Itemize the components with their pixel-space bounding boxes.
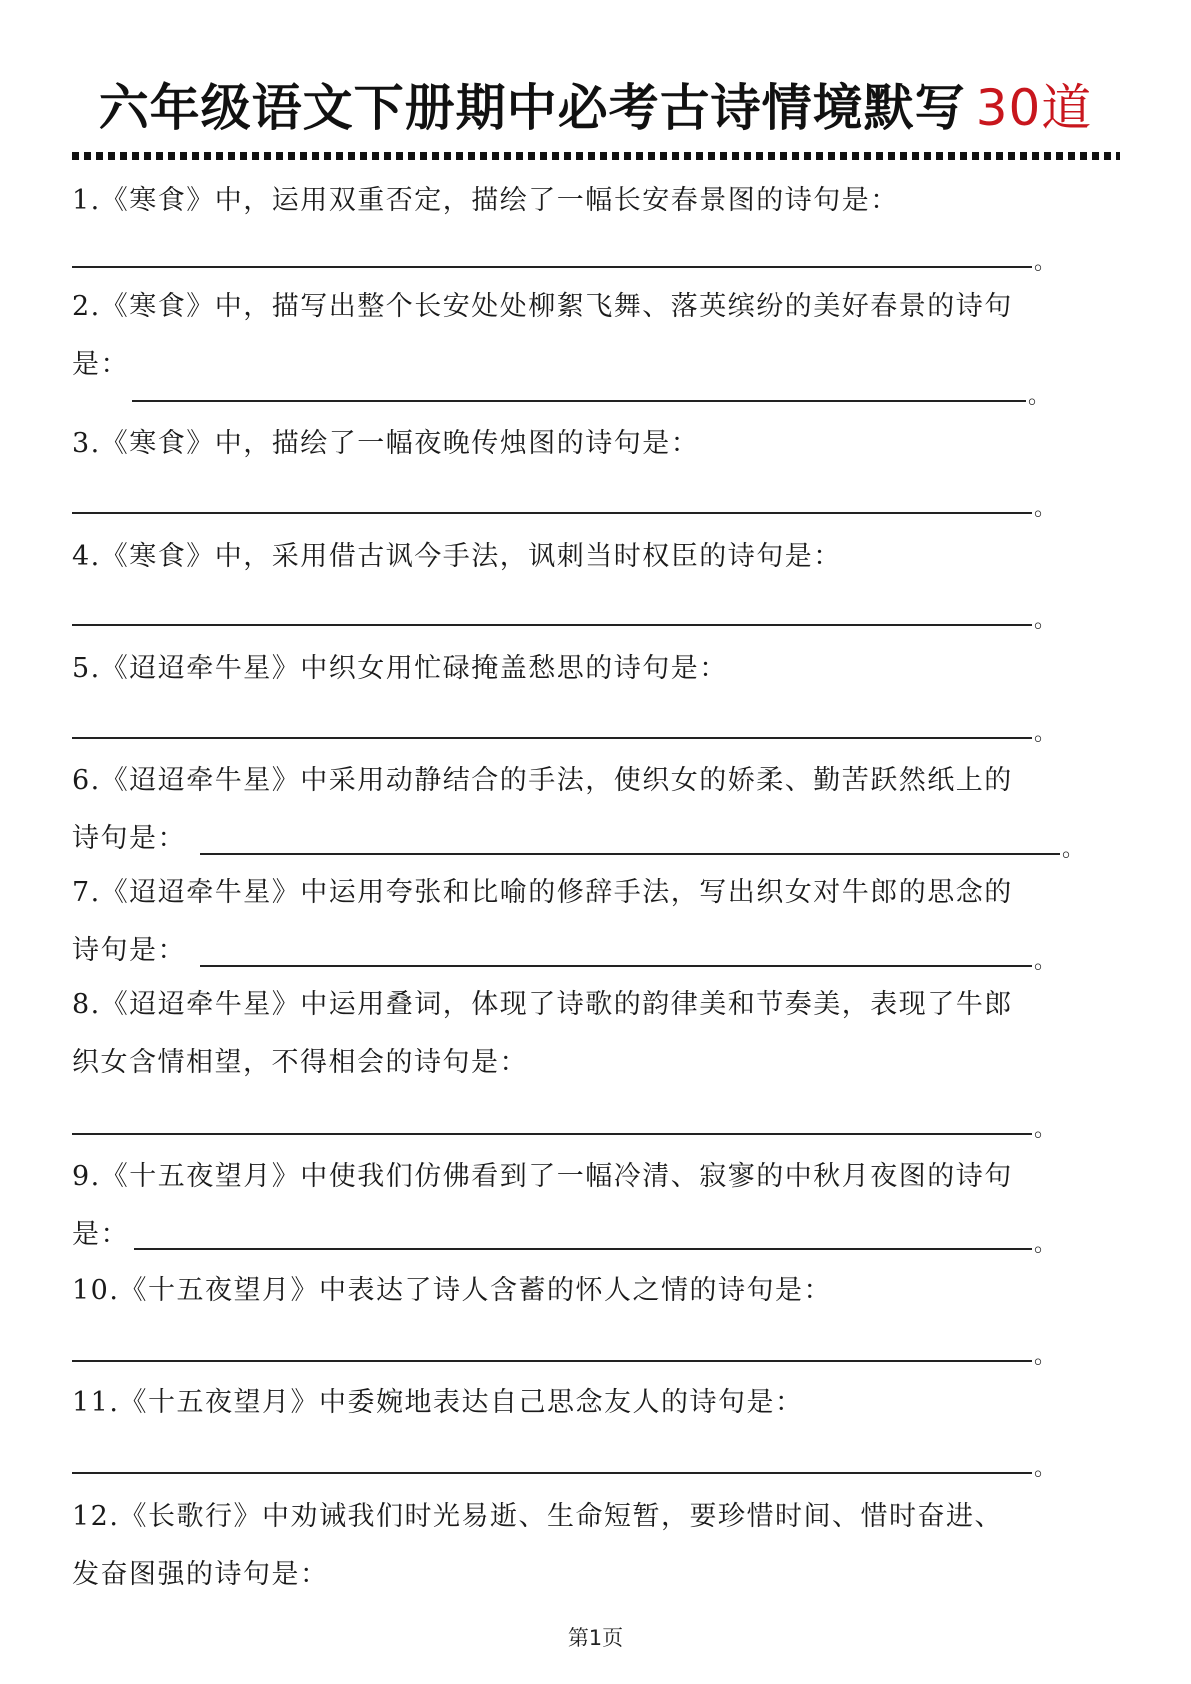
title-count: 30道 bbox=[975, 79, 1093, 137]
question-5-text: 5.《迢迢牵牛星》中织女用忙碌掩盖愁思的诗句是： bbox=[72, 653, 728, 684]
question-7-prefix: 诗句是： bbox=[72, 935, 186, 966]
question-6-prefix: 诗句是： bbox=[72, 823, 186, 854]
question-11-text: 11.《十五夜望月》中委婉地表达自己思念友人的诗句是： bbox=[72, 1387, 804, 1418]
question-10-text: 10.《十五夜望月》中表达了诗人含蓄的怀人之情的诗句是： bbox=[72, 1275, 832, 1306]
question-1-text: 1.《寒食》中，运用双重否定，描绘了一幅长安春景图的诗句是： bbox=[72, 185, 899, 216]
answer-blank-2[interactable] bbox=[132, 400, 1026, 402]
question-2-prefix: 是： bbox=[72, 349, 129, 380]
period-5: 。 bbox=[1034, 721, 1057, 746]
question-9-prefix: 是： bbox=[72, 1219, 129, 1250]
question-6-text: 6.《迢迢牵牛星》中采用动静结合的手法，使织女的娇柔、勤苦跃然纸上的 bbox=[72, 765, 1013, 796]
period-9: 。 bbox=[1034, 1232, 1057, 1257]
answer-blank-6[interactable] bbox=[200, 853, 1060, 855]
answer-blank-4[interactable] bbox=[72, 624, 1032, 626]
period-6: 。 bbox=[1062, 837, 1085, 862]
title-text: 六年级语文下册期中必考古诗情境默写 bbox=[98, 79, 966, 137]
answer-blank-11[interactable] bbox=[72, 1472, 1032, 1474]
period-8: 。 bbox=[1034, 1117, 1057, 1142]
answer-blank-3[interactable] bbox=[72, 512, 1032, 514]
page-title bbox=[0, 78, 1191, 138]
question-12-text-line-1: 12.《长歌行》中劝诫我们时光易逝、生命短暂，要珍惜时间、惜时奋进、 bbox=[72, 1501, 1003, 1532]
answer-blank-9[interactable] bbox=[134, 1248, 1032, 1250]
page-number: 第1页 bbox=[567, 1626, 624, 1650]
period-2: 。 bbox=[1028, 384, 1051, 409]
question-12-text-line-2: 发奋图强的诗句是： bbox=[72, 1559, 329, 1590]
answer-blank-5[interactable] bbox=[72, 737, 1032, 739]
answer-blank-1[interactable] bbox=[72, 266, 1032, 268]
answer-blank-10[interactable] bbox=[72, 1360, 1032, 1362]
answer-blank-8[interactable] bbox=[72, 1133, 1032, 1135]
question-8-text-line-2: 织女含情相望，不得相会的诗句是： bbox=[72, 1047, 528, 1078]
dotted-divider bbox=[72, 152, 1120, 160]
question-2-text: 2.《寒食》中，描写出整个长安处处柳絮飞舞、落英缤纷的美好春景的诗句 bbox=[72, 291, 1013, 322]
question-9-text: 9.《十五夜望月》中使我们仿佛看到了一幅冷清、寂寥的中秋月夜图的诗句 bbox=[72, 1161, 1013, 1192]
question-3-text: 3.《寒食》中，描绘了一幅夜晚传烛图的诗句是： bbox=[72, 428, 700, 459]
period-7: 。 bbox=[1034, 949, 1057, 974]
answer-blank-7[interactable] bbox=[200, 965, 1032, 967]
question-7-text: 7.《迢迢牵牛星》中运用夸张和比喻的修辞手法，写出织女对牛郎的思念的 bbox=[72, 877, 1013, 908]
period-4: 。 bbox=[1034, 608, 1057, 633]
question-4-text: 4.《寒食》中，采用借古讽今手法，讽刺当时权臣的诗句是： bbox=[72, 541, 842, 572]
period-11: 。 bbox=[1034, 1456, 1057, 1481]
period-10: 。 bbox=[1034, 1344, 1057, 1369]
question-8-text-line-1: 8.《迢迢牵牛星》中运用叠词，体现了诗歌的韵律美和节奏美，表现了牛郎 bbox=[72, 989, 1013, 1020]
period-1: 。 bbox=[1034, 250, 1057, 275]
period-3: 。 bbox=[1034, 496, 1057, 521]
